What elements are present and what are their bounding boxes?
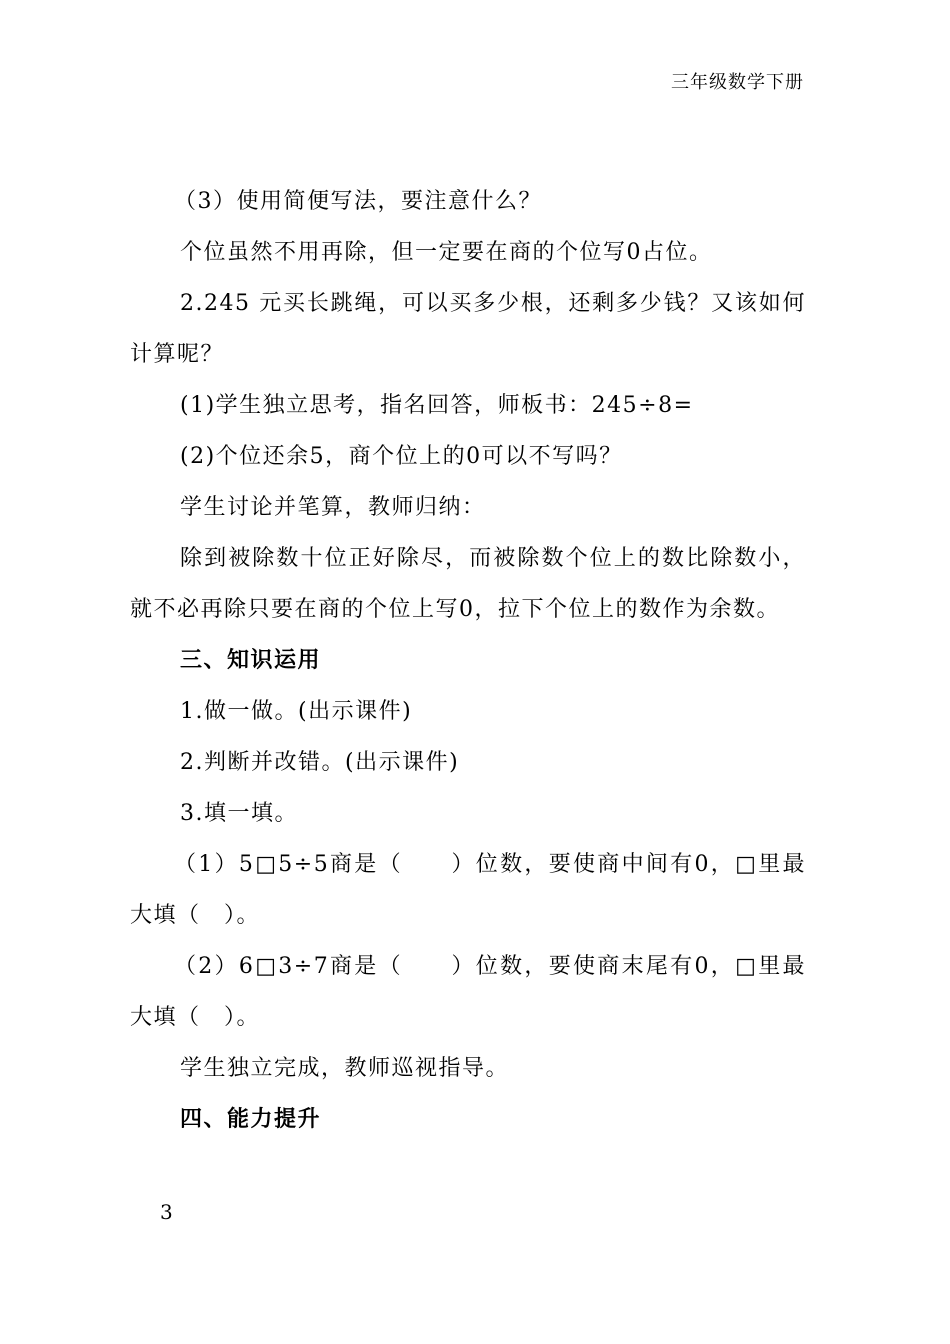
discussion-paragraph: 学生讨论并笔算，教师归纳： xyxy=(180,495,486,520)
exercise-item: 1.做一做。(出示课件) xyxy=(180,699,413,724)
page-header: 三年级数学下册 xyxy=(671,72,804,93)
page-number: 3 xyxy=(160,1200,173,1224)
step-paragraph: (2)个位还余5，商个位上的0可以不写吗？ xyxy=(180,444,623,469)
section-heading: 三、知识运用 xyxy=(180,647,322,673)
fill-in-item: （1）5□5÷5商是（ ）位数，要使商中间有0，□里最大填（ ）。 xyxy=(130,852,806,928)
answer-paragraph: 个位虽然不用再除，但一定要在商的个位写0占位。 xyxy=(180,240,713,265)
step-paragraph: (1)学生独立思考，指名回答，师板书：245÷8= xyxy=(180,393,694,418)
summary-paragraph: 除到被除数十位正好除尽，而被除数个位上的数比除数小，就不必再除只要在商的个位上写0，拉下个位上的数作为余数。 xyxy=(130,546,806,622)
exercise-item: 3.填一填。 xyxy=(180,801,298,826)
section-heading: 四、能力提升 xyxy=(180,1106,322,1132)
fill-in-item: （2）6□3÷7商是（ ）位数，要使商末尾有0，□里最大填（ ）。 xyxy=(130,954,806,1030)
instruction-paragraph: 学生独立完成，教师巡视指导。 xyxy=(180,1056,510,1081)
question-paragraph: （3）使用简便写法，要注意什么？ xyxy=(174,189,542,214)
document-body xyxy=(130,176,806,1145)
exercise-item: 2.判断并改错。(出示课件) xyxy=(180,750,460,775)
problem-paragraph: 2.245 元买长跳绳，可以买多少根，还剩多少钱？又该如何计算呢？ xyxy=(130,291,806,367)
